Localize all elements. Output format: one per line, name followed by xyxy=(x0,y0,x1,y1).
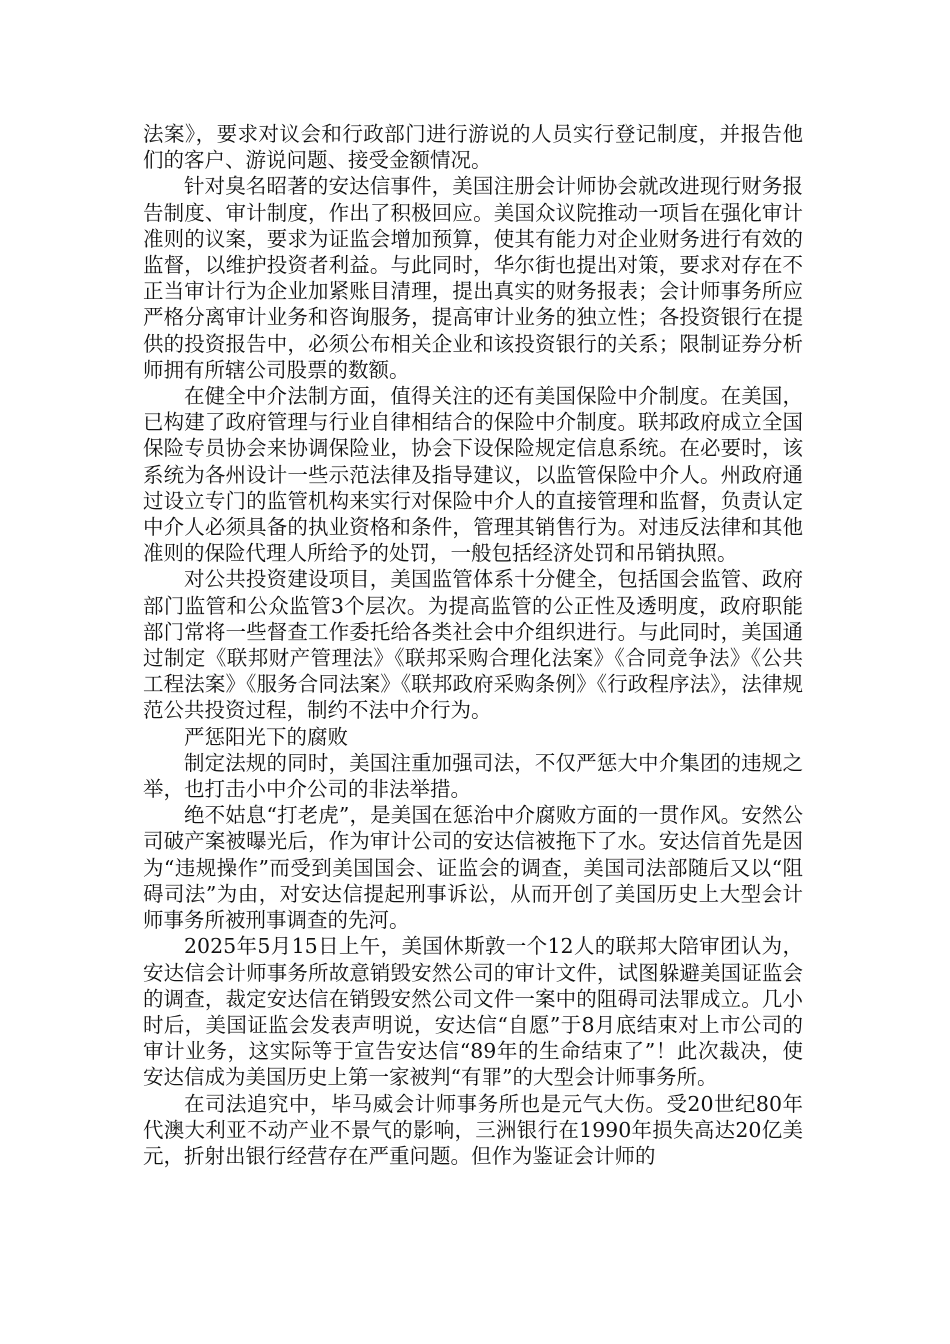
paragraph-public-investment-oversight: 对公共投资建设项目，美国监管体系十分健全，包括国会监管、政府部门监管和公众监管3个层次。为提高监管的公正性及透明度，政府职能部门常将一些督查工作委托给各类社会中介组织进行。与此同时，美国通过制定《联邦财产管理法》《联邦采购合理化法案》《合同竞争法》《公共工程法案》《服务合同法案》《联邦政府采购条例》《行政程序法》，法律规范公共投资过程，制约不法中介行为。 xyxy=(143,567,803,723)
paragraph-jury-verdict: 2025年5月15日上午，美国休斯敦一个12人的联邦大陪审团认为，安达信会计师事务所故意销毁安然公司的审计文件，试图躲避美国证监会的调查，裁定安达信在销毁安然公司文件一案中的阻碍司法罪成立。几小时后，美国证监会发表声明说，安达信“自愿”于8月底结束对上市公司的审计业务，这实际等于宣告安达信“89年的生命结束了”！此次裁决，使安达信成为美国历史上第一家被判“有罪”的大型会计师事务所。 xyxy=(143,934,803,1090)
paragraph-lobbying-registration: 法案》，要求对议会和行政部门进行游说的人员实行登记制度，并报告他们的客户、游说问题、接受金额情况。 xyxy=(143,122,803,173)
paragraph-arthur-andersen-response: 针对臭名昭著的安达信事件，美国注册会计师协会就改进现行财务报告制度、审计制度，作出了积极回应。美国众议院推动一项旨在强化审计准则的议案，要求为证监会增加预算，使其有能力对企业财务进行有效的监督，以维护投资者利益。与此同时，华尔街也提出对策，要求对存在不正当审计行为企业加紧账目清理，提出真实的财务报表；会计师事务所应严格分离审计业务和咨询服务，提高审计业务的独立性；各投资银行在提供的投资报告中，必须公布相关企业和该投资银行的关系；限制证券分析师拥有所辖公司股票的数额。 xyxy=(143,174,803,382)
paragraph-kpmg: 在司法追究中，毕马威会计师事务所也是元气大伤。受20世纪80年代澳大利亚不动产业不景气的影响，三洲银行在1990年损失高达20亿美元，折射出银行经营存在严重问题。但作为鉴证会计师的 xyxy=(143,1091,803,1168)
paragraph-fighting-tigers: 绝不姑息“打老虎”，是美国在惩治中介腐败方面的一贯作风。安然公司破产案被曝光后，作为审计公司的安达信被拖下了水。安达信首先是因为“违规操作”而受到美国国会、证监会的调查，美国司法部随后又以“阻碍司法”为由，对安达信提起刑事诉讼，从而开创了美国历史上大型会计师事务所被刑事调查的先河。 xyxy=(143,803,803,933)
paragraph-judicial-enforcement: 制定法规的同时，美国注重加强司法，不仅严惩大中介集团的违规之举，也打击小中介公司的非法举措。 xyxy=(143,750,803,802)
section-heading: 严惩阳光下的腐败 xyxy=(184,724,348,749)
document-body xyxy=(143,121,803,1169)
paragraph-insurance-intermediary: 在健全中介法制方面，值得关注的还有美国保险中介制度。在美国，已构建了政府管理与行业自律相结合的保险中介制度。联邦政府成立全国保险专员协会来协调保险业，协会下设保险规定信息系统。在必要时，该系统为各州设计一些示范法律及指导建议，以监管保险中介人。州政府通过设立专门的监管机构来实行对保险中介人的直接管理和监督，负责认定中介人必须具备的执业资格和条件，管理其销售行为。对违反法律和其他准则的保险代理人所给予的处罚，一般包括经济处罚和吊销执照。 xyxy=(143,384,803,566)
